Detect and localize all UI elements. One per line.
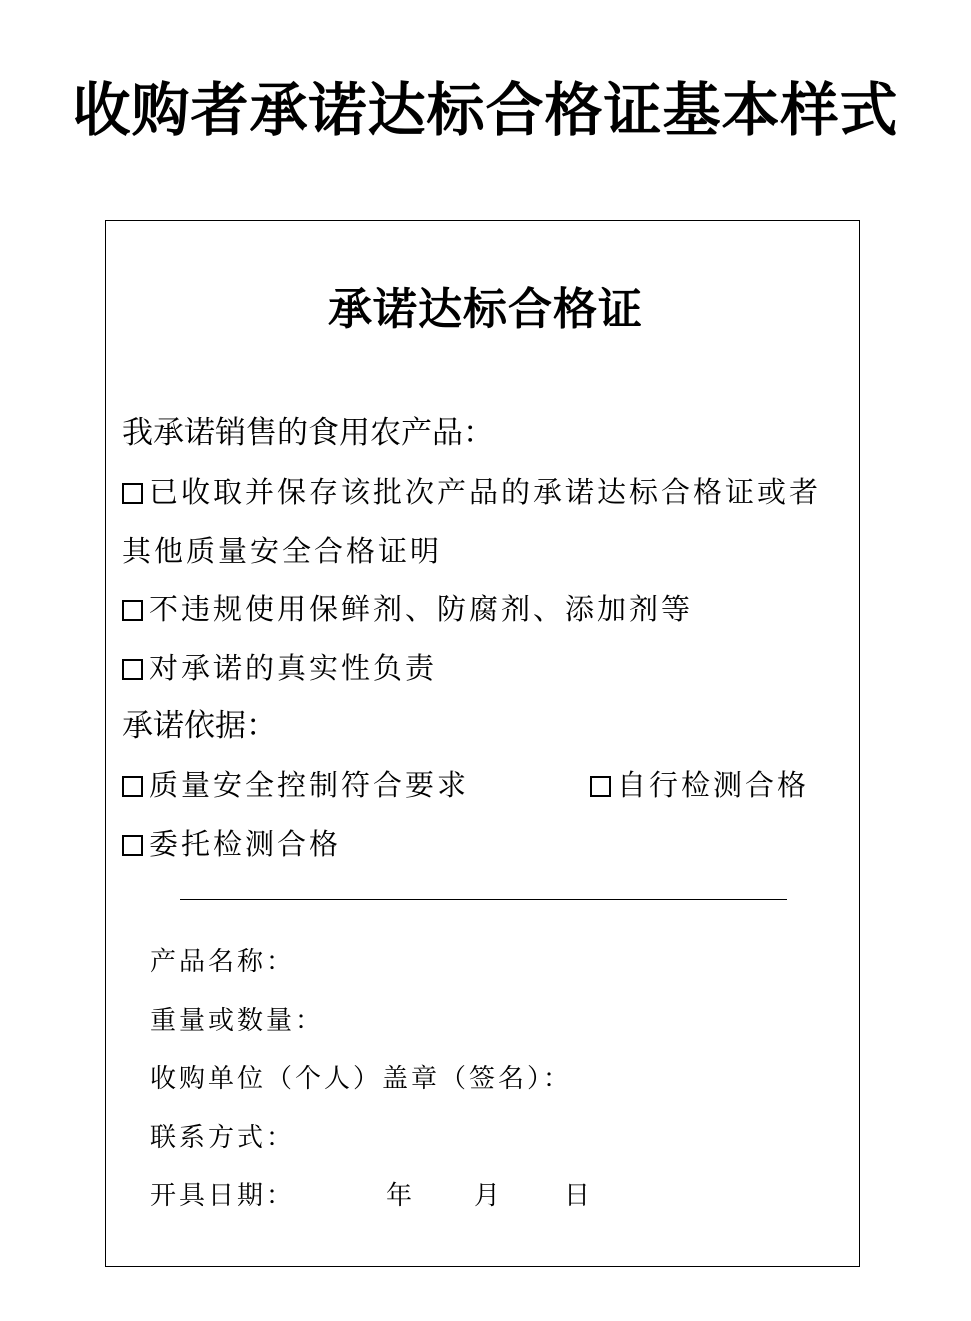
pledge-item-1-continued: 其他质量安全合格证明	[122, 534, 443, 568]
pledge-item-1	[122, 471, 821, 513]
date-year-label: 年	[386, 1181, 413, 1211]
pledge-item-2	[122, 588, 693, 630]
basis-1-label: 质量安全控制符合要求	[149, 768, 470, 802]
basis-2-label: 自行检测合格	[617, 768, 810, 802]
buyer-seal-field[interactable]: 收购单位（个人）盖章（签名）：	[150, 1064, 573, 1094]
basis-3-checkbox[interactable]	[122, 835, 143, 856]
pledge-item-3	[122, 647, 437, 689]
pledge-3-checkbox[interactable]	[122, 659, 143, 680]
basis-option-self-test	[590, 764, 809, 806]
contact-field[interactable]: 联系方式：	[150, 1123, 296, 1153]
pledge-3-text: 对承诺的真实性负责	[149, 651, 438, 685]
basis-2-checkbox[interactable]	[590, 776, 611, 797]
issue-date-field[interactable]: 开具日期：	[150, 1181, 296, 1211]
date-day-label: 日	[564, 1181, 591, 1211]
pledge-2-text: 不违规使用保鲜剂、防腐剂、添加剂等	[149, 592, 694, 626]
basis-option-quality-control	[122, 764, 469, 806]
product-name-field[interactable]: 产品名称：	[150, 947, 296, 977]
pledge-1-checkbox[interactable]	[122, 483, 143, 504]
date-month-label: 月	[474, 1181, 501, 1211]
weight-quantity-field[interactable]: 重量或数量：	[150, 1006, 325, 1036]
pledge-1-text: 已收取并保存该批次产品的承诺达标合格证或者	[149, 475, 822, 509]
basis-1-checkbox[interactable]	[122, 776, 143, 797]
basis-3-label: 委托检测合格	[149, 827, 342, 861]
basis-heading: 承诺依据：	[122, 708, 277, 744]
pledge-intro: 我承诺销售的食用农产品：	[122, 415, 494, 451]
page-title: 收购者承诺达标合格证基本样式	[72, 76, 899, 144]
pledge-2-checkbox[interactable]	[122, 600, 143, 621]
basis-option-commissioned-test	[122, 823, 341, 865]
section-divider	[180, 899, 787, 900]
certificate-title: 承诺达标合格证	[328, 284, 643, 335]
